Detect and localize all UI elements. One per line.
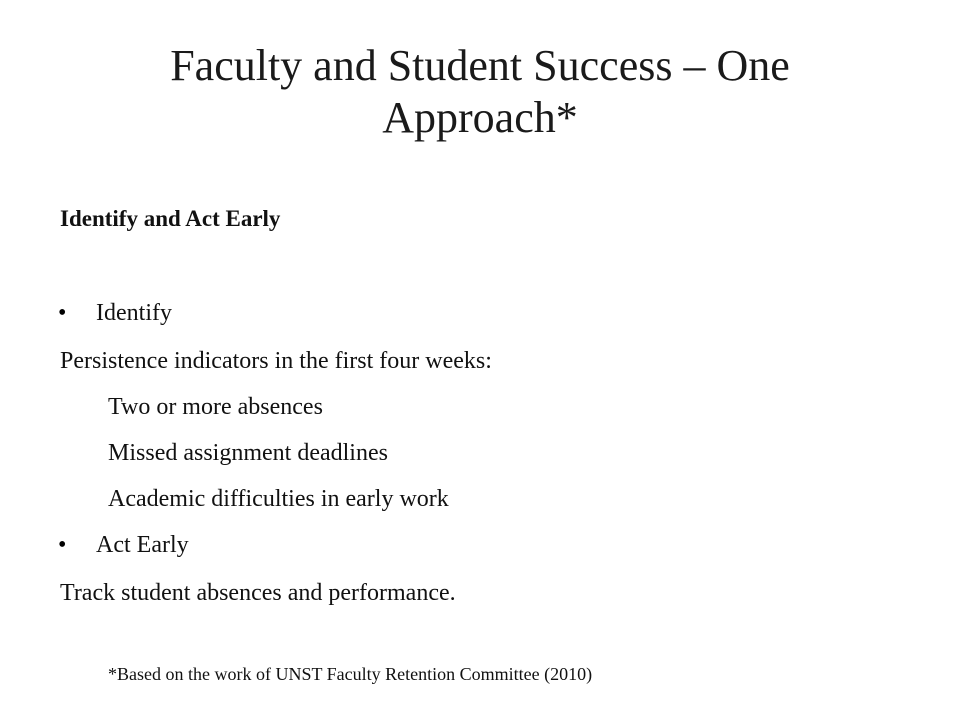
title-line-1: Faculty and Student Success – One — [170, 41, 790, 90]
footnote: *Based on the work of UNST Faculty Retention Committee (2010) — [108, 664, 593, 684]
indicator-item: Two or more absences — [108, 394, 323, 420]
bullet-dot-act: • — [58, 532, 67, 558]
track-text: Track student absences and performance. — [60, 580, 456, 606]
title-line-2: Approach* — [382, 93, 578, 142]
section-heading: Identify and Act Early — [60, 206, 281, 231]
bullet-act-early: Act Early — [96, 532, 189, 558]
indicator-item: Academic difficulties in early work — [108, 486, 449, 512]
slide-title — [60, 40, 900, 144]
indicator-item: Missed assignment deadlines — [108, 440, 388, 466]
bullet-dot-identify: • — [58, 300, 67, 326]
bullet-identify: Identify — [96, 300, 172, 326]
persistence-intro: Persistence indicators in the first four weeks: — [60, 348, 492, 374]
